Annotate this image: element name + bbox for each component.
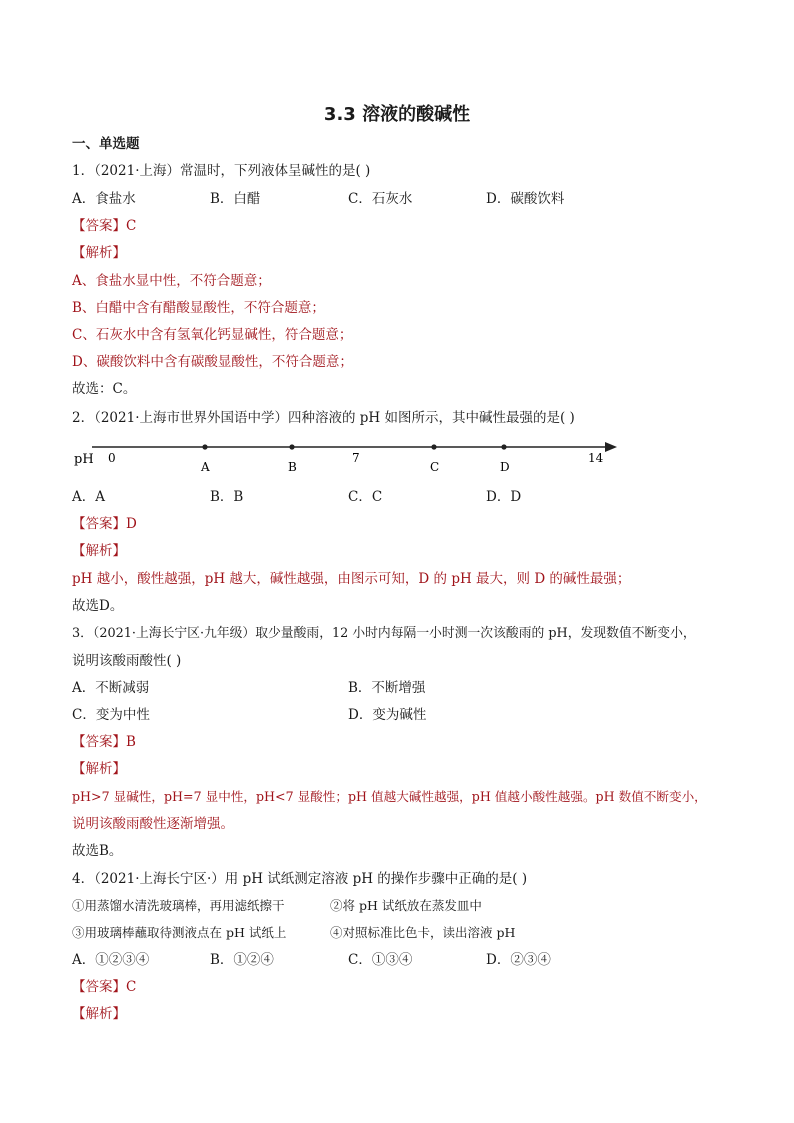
q4-option-c: C．①③④ [348, 952, 413, 968]
q2-analysis-line: pH 越小，酸性越强，pH 越大，碱性越强，由图示可知，D 的 pH 最大，则 D 的碱性最强； [72, 571, 631, 587]
ph-tick-14: 14 [588, 451, 604, 465]
section-heading: 一、单选题 [72, 136, 140, 152]
q4-option-a: A．①②③④ [72, 952, 150, 968]
q1-analysis-label: 【解析】 [72, 245, 126, 261]
ph-tick-7: 7 [352, 451, 360, 465]
point-a-label: A [201, 460, 210, 474]
q4-answer: 【答案】C [72, 979, 137, 995]
q4-step-4: ④对照标准比色卡，读出溶液 pH [330, 925, 516, 940]
q3-analysis-label: 【解析】 [72, 761, 126, 777]
q3-option-d: D．变为碱性 [348, 707, 427, 723]
q1-answer: 【答案】C [72, 218, 137, 234]
point-d-label: D [500, 460, 510, 474]
q2-option-a: A．A [72, 489, 105, 505]
point-a-dot [202, 444, 207, 449]
point-b-dot [289, 444, 294, 449]
q3-analysis-line: 说明该酸雨酸性逐渐增强。 [72, 816, 234, 832]
q2-conclusion: 故选D。 [72, 598, 124, 614]
ph-scale-diagram [72, 436, 632, 476]
q3-option-c: C．变为中性 [72, 707, 150, 723]
q3-option-b: B．不断增强 [348, 680, 426, 696]
q2-stem: 2．（2021·上海市世界外国语中学）四种溶液的 pH 如图所示，其中碱性最强的是( ) [72, 410, 575, 426]
q2-answer: 【答案】D [72, 516, 137, 532]
arrow-head-icon [605, 442, 617, 452]
point-c-label: C [430, 460, 440, 474]
q2-option-d: D．D [486, 489, 522, 505]
q3-stem-line: 3．（2021·上海长宁区·九年级）取少量酸雨，12 小时内每隔一小时测一次该酸雨的 pH，发现数值不断变小， [72, 626, 696, 641]
q1-option-c: C．石灰水 [348, 191, 413, 207]
q2-option-c: C．C [348, 489, 383, 505]
q2-analysis-label: 【解析】 [72, 543, 126, 559]
q1-stem: 1．（2021·上海）常温时，下列液体呈碱性的是( ) [72, 163, 371, 179]
q3-stem-line: 说明该酸雨酸性( ) [72, 653, 182, 669]
point-c-dot [431, 444, 436, 449]
q4-analysis-label: 【解析】 [72, 1006, 126, 1022]
q2-option-b: B．B [210, 489, 244, 505]
q1-analysis-line: D、碳酸饮料中含有碳酸显酸性，不符合题意； [72, 354, 353, 370]
q4-step-2: ②将 pH 试纸放在蒸发皿中 [330, 898, 482, 913]
q4-step-3: ③用玻璃棒蘸取待测液点在 pH 试纸上 [72, 925, 287, 940]
q1-analysis-line: A、食盐水显中性，不符合题意； [72, 273, 271, 289]
q3-option-a: A．不断减弱 [72, 680, 150, 696]
q4-option-b: B．①②④ [210, 952, 274, 968]
q3-analysis-line: pH>7 显碱性，pH=7 显中性，pH<7 显酸性；pH 值越大碱性越强，pH 值越小酸性越强。pH 数值不断变小， [72, 789, 707, 804]
page-title: 3.3 溶液的酸碱性 [323, 104, 471, 125]
q1-conclusion: 故选：C。 [72, 381, 137, 397]
point-d-dot [501, 444, 506, 449]
q1-analysis-line: C、石灰水中含有氢氧化钙显碱性，符合题意； [72, 327, 353, 343]
q4-step-1: ①用蒸馏水清洗玻璃棒，再用滤纸擦干 [72, 898, 285, 913]
q1-option-b: B．白醋 [210, 191, 261, 207]
q4-option-d: D．②③④ [486, 952, 551, 968]
q3-answer: 【答案】B [72, 734, 136, 750]
q4-stem: 4．（2021·上海长宁区·）用 pH 试纸测定溶液 pH 的操作步骤中正确的是( ) [72, 871, 528, 887]
ph-axis-label: pH [74, 452, 94, 467]
point-b-label: B [288, 460, 297, 474]
q1-option-d: D．碳酸饮料 [486, 191, 565, 207]
q3-conclusion: 故选B。 [72, 843, 123, 859]
ph-tick-0: 0 [108, 451, 116, 465]
q1-option-a: A．食盐水 [72, 191, 136, 207]
q1-analysis-line: B、白醋中含有醋酸显酸性，不符合题意； [72, 300, 325, 316]
